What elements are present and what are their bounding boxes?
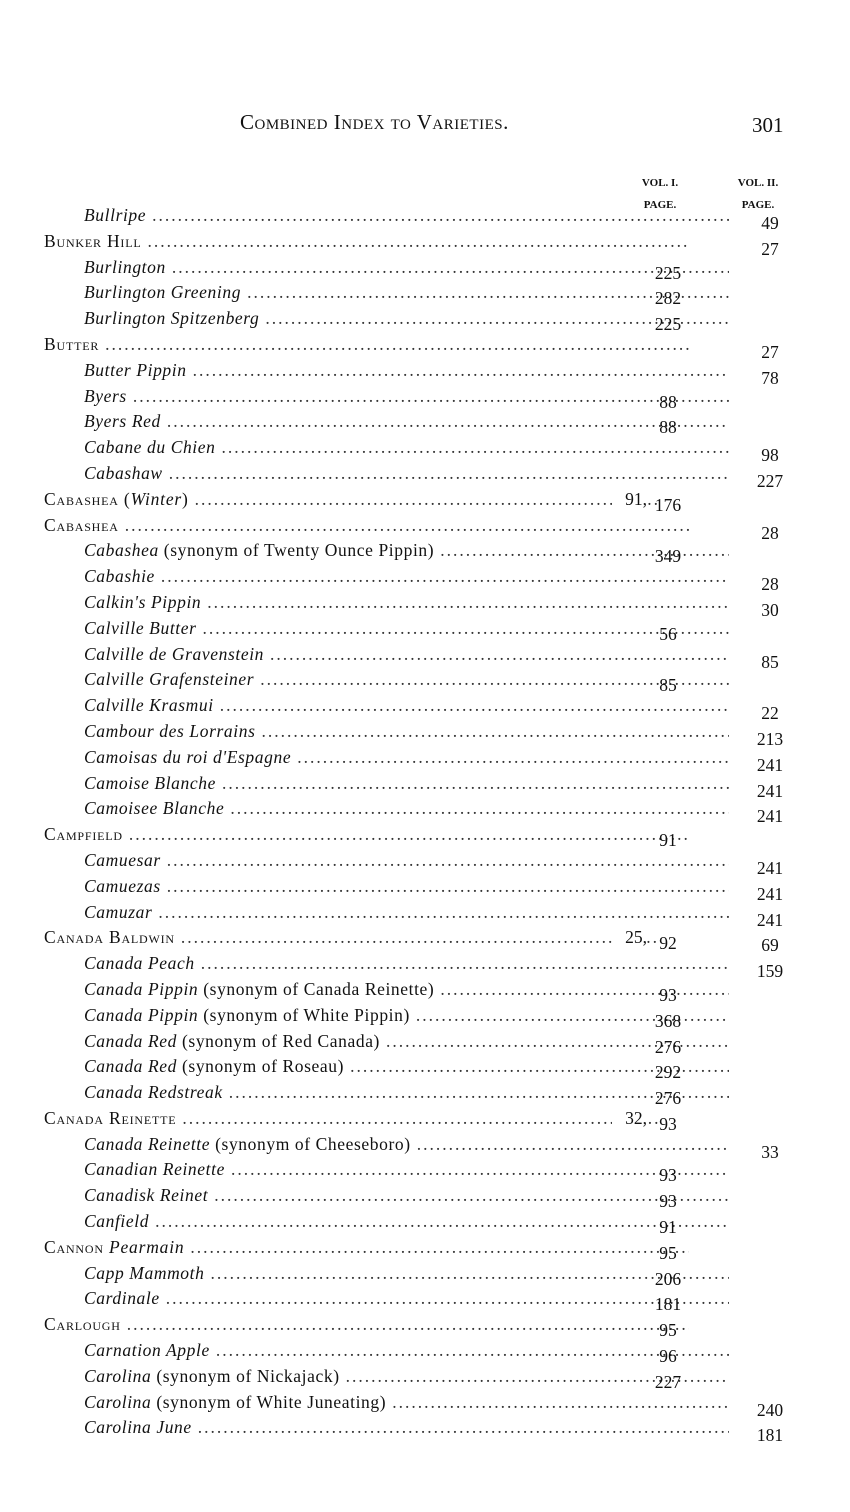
index-row [0, 1029, 850, 1055]
vol2-page: 159 [756, 961, 784, 982]
variety-name-text: Byers Red [84, 411, 161, 432]
variety-name-text: Canada Reinette [44, 1107, 177, 1128]
variety-name: Cabashea (Winter) [44, 488, 189, 509]
variety-name-text: Calville Butter [84, 617, 197, 638]
variety-name [84, 1132, 411, 1158]
dot-leader [222, 435, 730, 461]
dot-leader [190, 1235, 689, 1261]
dot-leader [261, 719, 729, 745]
variety-name [44, 822, 123, 848]
index-row [0, 1157, 850, 1186]
vol1-column-header: VOL. I. PAGE. [641, 177, 679, 211]
index-entry [0, 1183, 729, 1209]
dot-leader [133, 384, 729, 410]
variety-name-text: Camoisas du roi d'Espagne [84, 746, 292, 767]
index-row [0, 977, 850, 1003]
variety-name-text: Bunker Hill [44, 230, 142, 251]
variety-name-text: Carolina [84, 1391, 152, 1412]
index-list [0, 203, 850, 1446]
variety-name [84, 306, 259, 332]
dot-leader [392, 1390, 729, 1416]
vol1-page: 96 [659, 1346, 677, 1367]
variety-name [44, 1312, 121, 1338]
index-row [0, 280, 850, 309]
index-row [0, 1003, 850, 1029]
index-row [0, 409, 850, 438]
index-entry [0, 1054, 729, 1080]
index-entry [0, 874, 729, 900]
dot-leader [297, 745, 729, 771]
variety-name-text: Canadian Reinette [84, 1159, 225, 1180]
index-entry [0, 616, 729, 642]
dot-leader [270, 642, 729, 668]
dot-leader [155, 1209, 729, 1235]
variety-name [84, 771, 216, 797]
dot-leader [129, 822, 689, 848]
dot-leader [167, 874, 729, 900]
vol1-page: 292 [654, 1062, 682, 1083]
variety-name-text: Campfield [44, 824, 123, 845]
vol1-page-extra: 25, [612, 925, 647, 951]
synonym-note: (synonym of Nickajack) [151, 1365, 340, 1386]
index-entry [0, 1106, 659, 1132]
variety-name [84, 203, 146, 229]
vol2-page: 28 [761, 574, 779, 595]
index-entry [0, 951, 729, 977]
index-entry [0, 848, 729, 874]
variety-name [44, 1106, 176, 1132]
index-entry [0, 435, 729, 461]
variety-name [84, 1080, 223, 1106]
vol2-page: 241 [756, 754, 784, 775]
vol1-page: 225 [654, 314, 682, 335]
vol2-page: 69 [761, 935, 779, 956]
dot-leader [222, 771, 729, 797]
vol2-page: 241 [756, 909, 784, 930]
variety-name [84, 719, 255, 745]
variety-name-text: Butter Pippin [84, 359, 187, 380]
synonym-note: (synonym of Roseau) [177, 1056, 345, 1077]
index-row [0, 874, 850, 904]
index-row [0, 487, 850, 513]
index-entry [0, 1338, 729, 1364]
index-entry [0, 306, 729, 332]
variety-name [84, 1364, 340, 1390]
index-row [0, 1209, 850, 1238]
variety-name [84, 255, 166, 281]
variety-name [84, 745, 291, 771]
running-head: Combined Index to Varieties. [240, 110, 509, 134]
vol2-page: 241 [756, 883, 784, 904]
variety-name-text: Capp Mammoth [84, 1262, 205, 1283]
index-row [0, 306, 850, 335]
index-row [0, 822, 850, 851]
dot-leader [169, 461, 729, 487]
dot-leader [220, 693, 729, 719]
index-row [0, 1132, 850, 1162]
vol2-page: 98 [761, 445, 779, 466]
index-entry [0, 977, 729, 1003]
variety-name-suffix: Pearmain [103, 1236, 185, 1257]
variety-name [84, 900, 152, 926]
page-number: 301 [752, 113, 784, 137]
index-row [0, 1415, 850, 1446]
index-entry [0, 1415, 729, 1441]
vol2-page: 241 [756, 780, 784, 801]
variety-name-text: Carolina June [84, 1417, 192, 1438]
dot-leader [167, 409, 729, 435]
index-entry [0, 564, 729, 590]
index-entry [0, 1364, 729, 1390]
index-row [0, 1286, 850, 1315]
index-entry [0, 1157, 729, 1183]
variety-name-text: Canada Redstreak [84, 1082, 223, 1103]
variety-name-text: Cabashea [44, 514, 119, 535]
variety-name [84, 1157, 225, 1183]
vol1-page: 176 [654, 494, 682, 515]
variety-name-text: Carolina [84, 1365, 152, 1386]
index-entry [0, 796, 729, 822]
index-entry [0, 255, 729, 281]
variety-name-text: Cannon [44, 1236, 104, 1257]
variety-name [84, 1286, 160, 1312]
vol1-page: 95 [659, 1242, 677, 1263]
variety-name-text: Calville Grafensteiner [84, 669, 255, 690]
variety-name [44, 1235, 184, 1261]
index-row [0, 384, 850, 410]
vol1-page-extra: 32, [612, 1106, 647, 1132]
variety-name [84, 435, 216, 461]
variety-name-text: Calkin's Pippin [84, 591, 202, 612]
index-row [0, 1312, 850, 1341]
index-entry [0, 358, 729, 384]
index-entry [0, 1390, 729, 1416]
index-row [0, 667, 850, 696]
variety-name [84, 1003, 410, 1029]
index-entry [0, 513, 689, 539]
index-entry [0, 745, 729, 771]
variety-name-text: Canada Peach [84, 953, 195, 974]
dot-leader [158, 900, 729, 926]
index-row [0, 642, 850, 672]
index-entry [0, 771, 729, 797]
variety-name [84, 1415, 192, 1441]
vol2-column-header: VOL. II. PAGE. [737, 177, 779, 211]
vol1-page: 85 [659, 675, 677, 696]
vol1-page-extra: 91, [612, 487, 647, 513]
variety-name-text: Cabane du Chien [84, 437, 216, 458]
variety-name [84, 538, 434, 564]
variety-name-text: Canada Pippin [84, 1004, 199, 1025]
variety-name-text: Cabashaw [84, 462, 163, 483]
variety-name [84, 642, 264, 668]
dot-leader [182, 1106, 659, 1132]
index-entry [0, 1080, 729, 1106]
variety-name-text: Canada Baldwin [44, 927, 175, 948]
index-row [0, 951, 850, 982]
vol2-page: 30 [761, 599, 779, 620]
index-entry [0, 900, 729, 926]
index-row [0, 1364, 850, 1390]
index-entry [0, 280, 729, 306]
variety-name-text: Canfield [84, 1211, 150, 1232]
index-entry [0, 925, 659, 951]
index-entry [0, 487, 659, 513]
variety-name [44, 229, 141, 255]
vol2-page: 85 [761, 651, 779, 672]
vol2-page: 78 [761, 367, 779, 388]
index-row [0, 358, 850, 388]
dot-leader [147, 229, 689, 255]
variety-name [84, 1183, 208, 1209]
vol1-page: 225 [654, 262, 682, 283]
variety-name [84, 848, 161, 874]
variety-name-text: Calville de Gravenstein [84, 643, 265, 664]
vol1-page: 349 [654, 546, 682, 567]
vol1-page: 56 [659, 623, 677, 644]
index-entry [0, 203, 729, 229]
vol1-page: 276 [654, 1088, 682, 1109]
variety-name-text: Cabashea [44, 488, 119, 509]
vol1-page: 88 [659, 391, 677, 412]
variety-name-text: Cabashea [84, 540, 159, 561]
vol1-page: 93 [659, 1191, 677, 1212]
variety-name-text: Cambour des Lorrains [84, 720, 256, 741]
dot-leader [161, 564, 729, 590]
vol2-page: 181 [756, 1425, 784, 1446]
variety-name-text: Burlington Spitzenberg [84, 308, 260, 329]
synonym-note: (synonym of Twenty Ounce Pippin) [158, 540, 435, 561]
variety-name-text: Bullripe [84, 205, 147, 225]
dot-leader [152, 203, 729, 229]
dot-leader [417, 1132, 729, 1158]
variety-name-text: Butter [44, 333, 100, 354]
index-entry [0, 1286, 729, 1312]
variety-name [84, 1209, 149, 1235]
index-entry [0, 384, 729, 410]
index-entry [0, 332, 689, 358]
index-row [0, 538, 850, 567]
index-row [0, 1390, 850, 1420]
variety-name [84, 564, 155, 590]
variety-name [44, 925, 175, 951]
index-entry [0, 409, 729, 435]
variety-name [84, 667, 254, 693]
vol2-page: 241 [756, 857, 784, 878]
index-entry [0, 1261, 729, 1287]
dot-leader [166, 1286, 729, 1312]
variety-name [84, 1390, 386, 1416]
variety-name [44, 332, 99, 358]
dot-leader [198, 1415, 729, 1441]
variety-name [84, 1029, 380, 1055]
dot-leader [195, 487, 659, 513]
index-row [0, 719, 850, 749]
variety-name-text: Camoisee Blanche [84, 798, 225, 819]
variety-name [84, 1054, 344, 1080]
index-row [0, 1183, 850, 1212]
variety-name-text: Camuezas [84, 875, 161, 896]
index-row [0, 461, 850, 491]
vol1-page: 95 [659, 1320, 677, 1341]
variety-name-text: Byers [84, 385, 127, 406]
index-entry [0, 719, 729, 745]
index-row [0, 796, 850, 827]
variety-name-text: Canada Red [84, 1030, 178, 1051]
index-entry [0, 667, 729, 693]
variety-name [84, 874, 161, 900]
index-row [0, 255, 850, 281]
variety-name [84, 951, 195, 977]
vol1-page: 93 [659, 1113, 677, 1134]
index-row [0, 229, 850, 259]
vol2-page: 28 [761, 522, 779, 543]
variety-name-text: Canadisk Reinet [84, 1185, 209, 1206]
index-row [0, 848, 850, 878]
vol2-page: 27 [761, 341, 779, 362]
vol1-page: 92 [659, 933, 677, 954]
index-row [0, 435, 850, 466]
variety-name [84, 1261, 204, 1287]
variety-name-text: Cardinale [84, 1288, 160, 1309]
index-row [0, 745, 850, 775]
index-entry [0, 1132, 729, 1158]
index-row [0, 203, 850, 233]
vol1-page: 227 [654, 1371, 682, 1392]
dot-leader [230, 796, 729, 822]
vol2-page: 49 [761, 213, 779, 233]
index-row [0, 771, 850, 801]
variety-name-text: Canada Reinette [84, 1133, 211, 1154]
variety-name [84, 693, 214, 719]
variety-name [84, 384, 127, 410]
index-entry [0, 461, 729, 487]
index-row [0, 332, 850, 362]
index-entry [0, 822, 689, 848]
variety-name-text: Camuzar [84, 901, 153, 922]
variety-name-text: Camoise Blanche [84, 772, 216, 793]
index-entry [0, 693, 729, 719]
synonym-note: (synonym of White Pippin) [198, 1004, 410, 1025]
variety-name [84, 590, 201, 616]
dot-leader [172, 255, 729, 281]
variety-name [84, 1338, 210, 1364]
vol1-page: 181 [654, 1294, 682, 1315]
synonym-note: (synonym of Red Canada) [177, 1030, 380, 1051]
vol1-page: 276 [654, 1036, 682, 1057]
vol2-page: 241 [756, 806, 784, 827]
dot-leader [207, 590, 729, 616]
synonym-note: (synonym of Cheeseboro) [210, 1133, 411, 1154]
variety-name-text: Cabashie [84, 566, 155, 587]
vol1-page: 91 [659, 1217, 677, 1238]
index-row [0, 513, 850, 543]
vol1-page: 282 [654, 288, 682, 309]
variety-name [84, 616, 197, 642]
vol2-page: 33 [761, 1141, 779, 1162]
variety-name [84, 358, 187, 384]
index-row [0, 693, 850, 724]
variety-name-text: Canada Pippin [84, 978, 199, 999]
variety-name [84, 977, 434, 1003]
index-row [0, 900, 850, 930]
dot-leader [127, 1312, 689, 1338]
variety-name [84, 409, 161, 435]
index-row [0, 1106, 850, 1132]
variety-name-text: Carnation Apple [84, 1340, 210, 1361]
variety-name-text: Burlington Greening [84, 282, 242, 303]
synonym-note: (synonym of Canada Reinette) [198, 978, 435, 999]
vol1-page: 91 [659, 830, 677, 851]
index-entry [0, 1029, 729, 1055]
index-row [0, 564, 850, 595]
dot-leader [105, 332, 689, 358]
index-row [0, 1338, 850, 1367]
variety-name [44, 513, 119, 539]
dot-leader [193, 358, 729, 384]
variety-name [84, 280, 241, 306]
index-row [0, 590, 850, 620]
vol2-page: 227 [756, 470, 784, 491]
vol1-page: 93 [659, 1165, 677, 1186]
dot-leader [167, 848, 729, 874]
index-entry [0, 590, 729, 616]
vol2-page: 240 [756, 1399, 784, 1420]
vol1-page: 93 [659, 984, 677, 1005]
index-entry [0, 1003, 729, 1029]
variety-season: Winter [130, 488, 183, 509]
index-row [0, 1080, 850, 1109]
index-entry [0, 1235, 689, 1261]
variety-name-text: Calville Krasmui [84, 695, 214, 716]
variety-name-text: Canada Red [84, 1056, 178, 1077]
variety-name-text: Burlington [84, 256, 166, 277]
index-entry [0, 1209, 729, 1235]
index-row [0, 925, 850, 956]
vol2-page: 27 [761, 238, 779, 259]
index-row [0, 1261, 850, 1287]
variety-name [84, 796, 224, 822]
synonym-note: (synonym of White Juneating) [151, 1391, 387, 1412]
index-entry [0, 538, 729, 564]
dot-leader [181, 925, 659, 951]
index-row [0, 616, 850, 642]
vol1-page: 88 [659, 417, 677, 438]
index-entry [0, 1312, 689, 1338]
index-entry [0, 642, 729, 668]
vol2-page: 213 [756, 728, 784, 749]
variety-name-text: Camuesar [84, 849, 161, 870]
index-row [0, 1235, 850, 1261]
index-row [0, 1054, 850, 1083]
dot-leader [201, 951, 729, 977]
dot-leader [125, 513, 689, 539]
variety-name [84, 461, 163, 487]
vol2-page: 22 [761, 703, 779, 724]
variety-name-text: Carlough [44, 1314, 121, 1335]
index-entry [0, 229, 689, 255]
vol1-page: 206 [654, 1268, 682, 1289]
vol1-page: 368 [654, 1010, 682, 1031]
